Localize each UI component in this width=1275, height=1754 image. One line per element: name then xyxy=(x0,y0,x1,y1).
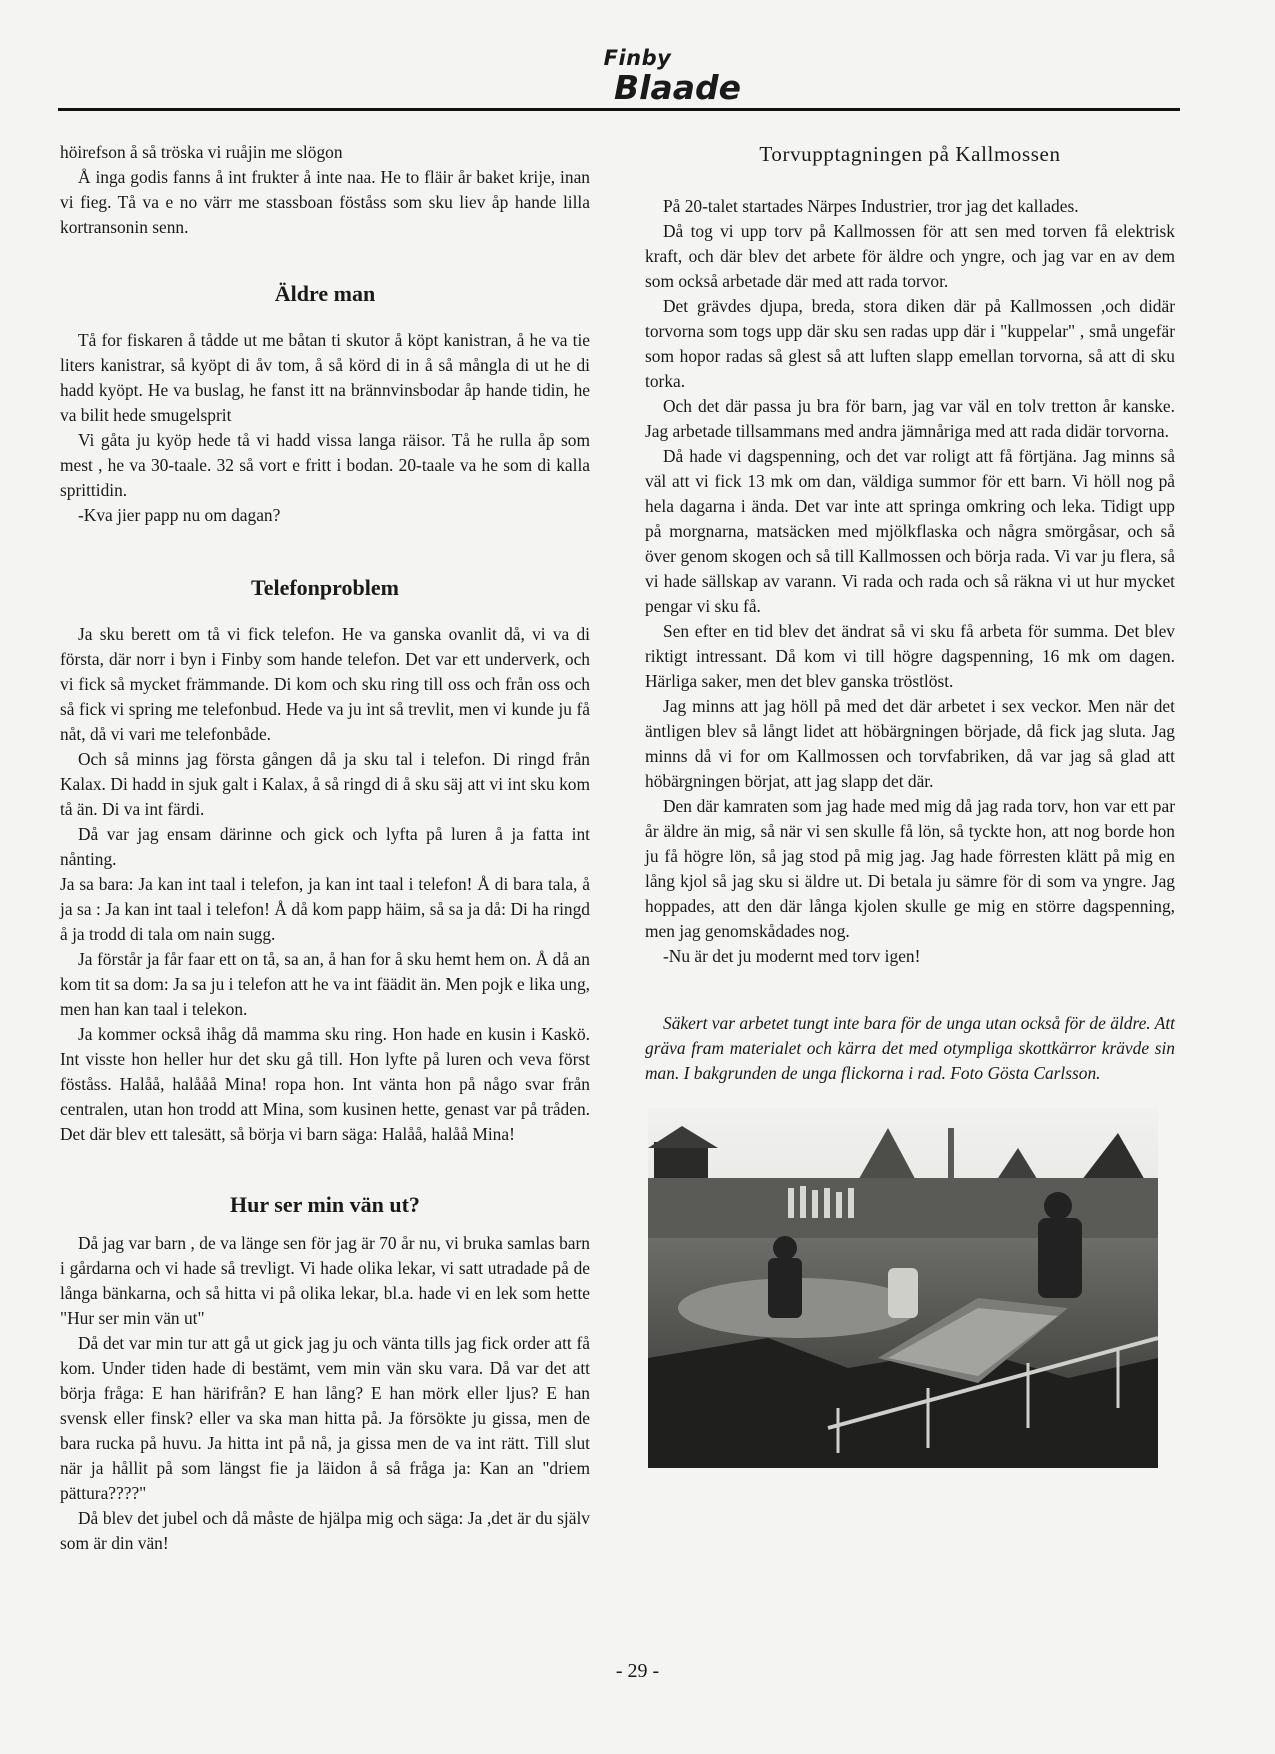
paragraph: Ja sa bara: Ja kan int taal i telefon, ja kan int taal i telefon! Å di bara tala, å ja sa : Ja kan int taal i telefon! Å då kom papp häim, så sa ja då: Di ha ringd å ja trodd di tala om nain sugg. xyxy=(60,874,590,944)
peat-bog-photo xyxy=(648,1108,1158,1468)
right-column xyxy=(645,140,1175,1468)
paragraph: -Nu är det ju modernt med torv igen! xyxy=(663,946,921,966)
left-column xyxy=(60,140,590,1556)
paragraph: Då tog vi upp torv på Kallmossen för att sen med torven få elektrisk kraft, och där blev det arbete för äldre och yngre, och jag var en av dem som också arbetade där med att rada torvor. xyxy=(645,221,1175,291)
paragraph: Ja kommer också ihåg då mamma sku ring. Hon hade en kusin i Kaskö. Int visste hon heller hur det sku gå till. Hon lyfte på luren och veva först föståss. Halåå, halååå Mina! ropa hon. Int vänta hon på någo svar från centralen, utan hon trodd att Mina, som kusinen hette, genast var på tråden. Det där blev ett talesätt, så börja vi barn säga: Halåå, halåå Mina! xyxy=(60,1024,590,1144)
paragraph: Då jag var barn , de va länge sen för jag är 70 år nu, vi bruka samlas barn i gårdarna och vi hade så trevligt. Vi hade olika lekar, vi satt utradade på de långa bänkarna, och så hitta vi på olika lekar, bl.a. hade vi en lek som hette "Hur ser min vän ut" xyxy=(60,1233,590,1328)
paragraph: -Kva jier papp nu om dagan? xyxy=(78,505,281,525)
section-title-aldre-man: Äldre man xyxy=(274,281,376,306)
peat-bog-photo-illustration xyxy=(648,1108,1158,1468)
photo-caption: Säkert var arbetet tungt inte bara för de unga utan också för de äldre. Att gräva fram materialet och kärra det med otympliga skottkärror krävde sin man. I bakgrunden de unga flickorna i rad. Foto Gösta Carlsson. xyxy=(645,1013,1175,1083)
paragraph: Ja förstår ja får faar ett on tå, sa an, å han for å sku hemt hem on. Å då an kom tit sa dom: Ja sa ju i telefon att he va int fäädit än. Men pojk e lika ung, men han kan taal i telekon. xyxy=(60,949,590,1019)
paragraph: Jag minns att jag höll på med det där arbetet i sex veckor. Men när det äntligen blev så långt lidet att höbärgningen började, då fick jag sluta. Jag minns då vi for om Kallmossen och torvfabriken, då var jag så glad att höbärgningen börjat, att jag slapp det där. xyxy=(645,696,1175,791)
paragraph: Och det där passa ju bra för barn, jag var väl en tolv tretton år kanske. Jag arbetade tillsammans med andra jämnåriga med att rada didär torvorna. xyxy=(645,396,1175,441)
paragraph: Då hade vi dagspenning, och det var roligt att få förtjäna. Jag minns så väl att vi fick 13 mk om dan, väldiga summor för ett barn. Vi höll nog på hela dagarna i ända. Det var inte att springa omkring och leka. Tidigt upp på morgnarna, matsäcken med mjölkflaska och några smörgåsar, och så över genom skogen och så till Kallmossen och börja rada. Vi var ju flera, så vi hade sällskap av varann. Vi rada och rada och så räkna vi ut hur mycket pengar vi sku få. xyxy=(645,446,1175,616)
paragraph: Det grävdes djupa, breda, stora diken där på Kallmossen ,och didär torvorna som togs upp där sku sen radas upp där i "kuppelar" , små ungefär som hopor radas så glest så att luften slapp emellan torvorna, så att di sku torka. xyxy=(645,296,1175,391)
paragraph: Då var jag ensam därinne och gick och lyfta på luren å ja fatta int nånting. xyxy=(60,824,590,869)
section-title-torvupptagningen: Torvupptagningen på Kallmossen xyxy=(759,142,1061,166)
paragraph: Tå for fiskaren å tådde ut me båtan ti skutor å köpt kanistran, å he va tie liters kanistrar, så kyöpt di åv tom, å så körd di in å så mångla di ut he di hadd kyöpt. He va buslag, he fanst itt na brännvinsbodar åp hande tidin, he va bilit hede smugelsprit xyxy=(60,330,590,425)
paragraph: Ja sku berett om tå vi fick telefon. He va ganska ovanlit då, vi va di första, där norr i byn i Finby som hande telefon. Det var ett underverk, och vi fick så mycket främmande. Di kom och sku ring till oss och från oss och så fick vi spring me telefonbud. Hede va ju int så trevlit, men vi kunde ju få nåt, då vi vari me telefonbåde. xyxy=(60,624,590,744)
paragraph: Vi gåta ju kyöp hede tå vi hadd vissa langa räisor. Tå he rulla åp som mest , he va 30-taale. 32 så vort e fritt i bodan. 20-taale va he som di kalla sprittidin. xyxy=(60,430,590,500)
masthead-title: Blaade xyxy=(613,68,741,107)
page-number: - 29 - xyxy=(615,1660,660,1682)
paragraph: Sen efter en tid blev det ändrat så vi sku få arbeta för summa. Det blev riktigt intressant. Då kom vi till högre dagspenning, 16 mk om dagen. Härliga saker, men det blev ganska tröstlöst. xyxy=(645,621,1175,691)
section-title-hur-ser-min-van-ut: Hur ser min vän ut? xyxy=(230,1192,420,1217)
paragraph: På 20-talet startades Närpes Industrier, tror jag det kallades. xyxy=(663,196,1079,216)
paragraph: Och så minns jag första gången då ja sku tal i telefon. Di ringd från Kalax. Di hadd in sjuk galt i Kalax, å så ringd di å sku säj att vi int sku kom tå än. Di va int färdi. xyxy=(60,749,590,819)
header-rule xyxy=(58,108,1180,111)
intro-paragraph: Å inga godis fanns å int frukter å inte naa. He to fläir år baket krije, inan vi fieg. Tå va e no värr me stassboan föståss som sku liev åp hande lilla kortransonin senn. xyxy=(60,167,590,237)
paragraph: Den där kamraten som jag hade med mig då jag rada torv, hon var ett par år äldre än mig, så när vi sen skulle få lön, så tyckte hon, att nog borde hon ju få högre lön, så jag stod på mig jag. Jag hade förresten klätt på mig en lång kjol så jag sku si äldre ut. Di betala ju sämre för di som va yngre. Jag hoppades, att den där långa kjolen skulle ge mig en större dagspenning, men jag genomskådades nog. xyxy=(645,796,1175,941)
section-title-telefonproblem: Telefonproblem xyxy=(251,575,399,600)
paragraph: Då blev det jubel och då måste de hjälpa mig och säga: Ja ,det är du själv som är din vän! xyxy=(60,1508,590,1553)
intro-line: höirefson å så tröska vi ruåjin me slögon xyxy=(60,142,343,162)
masthead-top: Finby xyxy=(603,46,672,70)
paragraph: Då det var min tur att gå ut gick jag ju och vänta tills jag fick order att få kom. Under tiden hade di bestämt, vem min vän sku vara. Då var det att börja fråga: E han härifrån? E han lång? E han mörk eller ljus? E han svensk eller finsk? eller va ska man hitta på. Ja försökte ju gissa, men de bara rucka på huvu. Ja hitta int på nå, ja gissa men de va int rätt. Till slut när ja hållit på som längst fie ja läidon å så fråga ja: Kan an "driem pättura????" xyxy=(60,1333,590,1503)
